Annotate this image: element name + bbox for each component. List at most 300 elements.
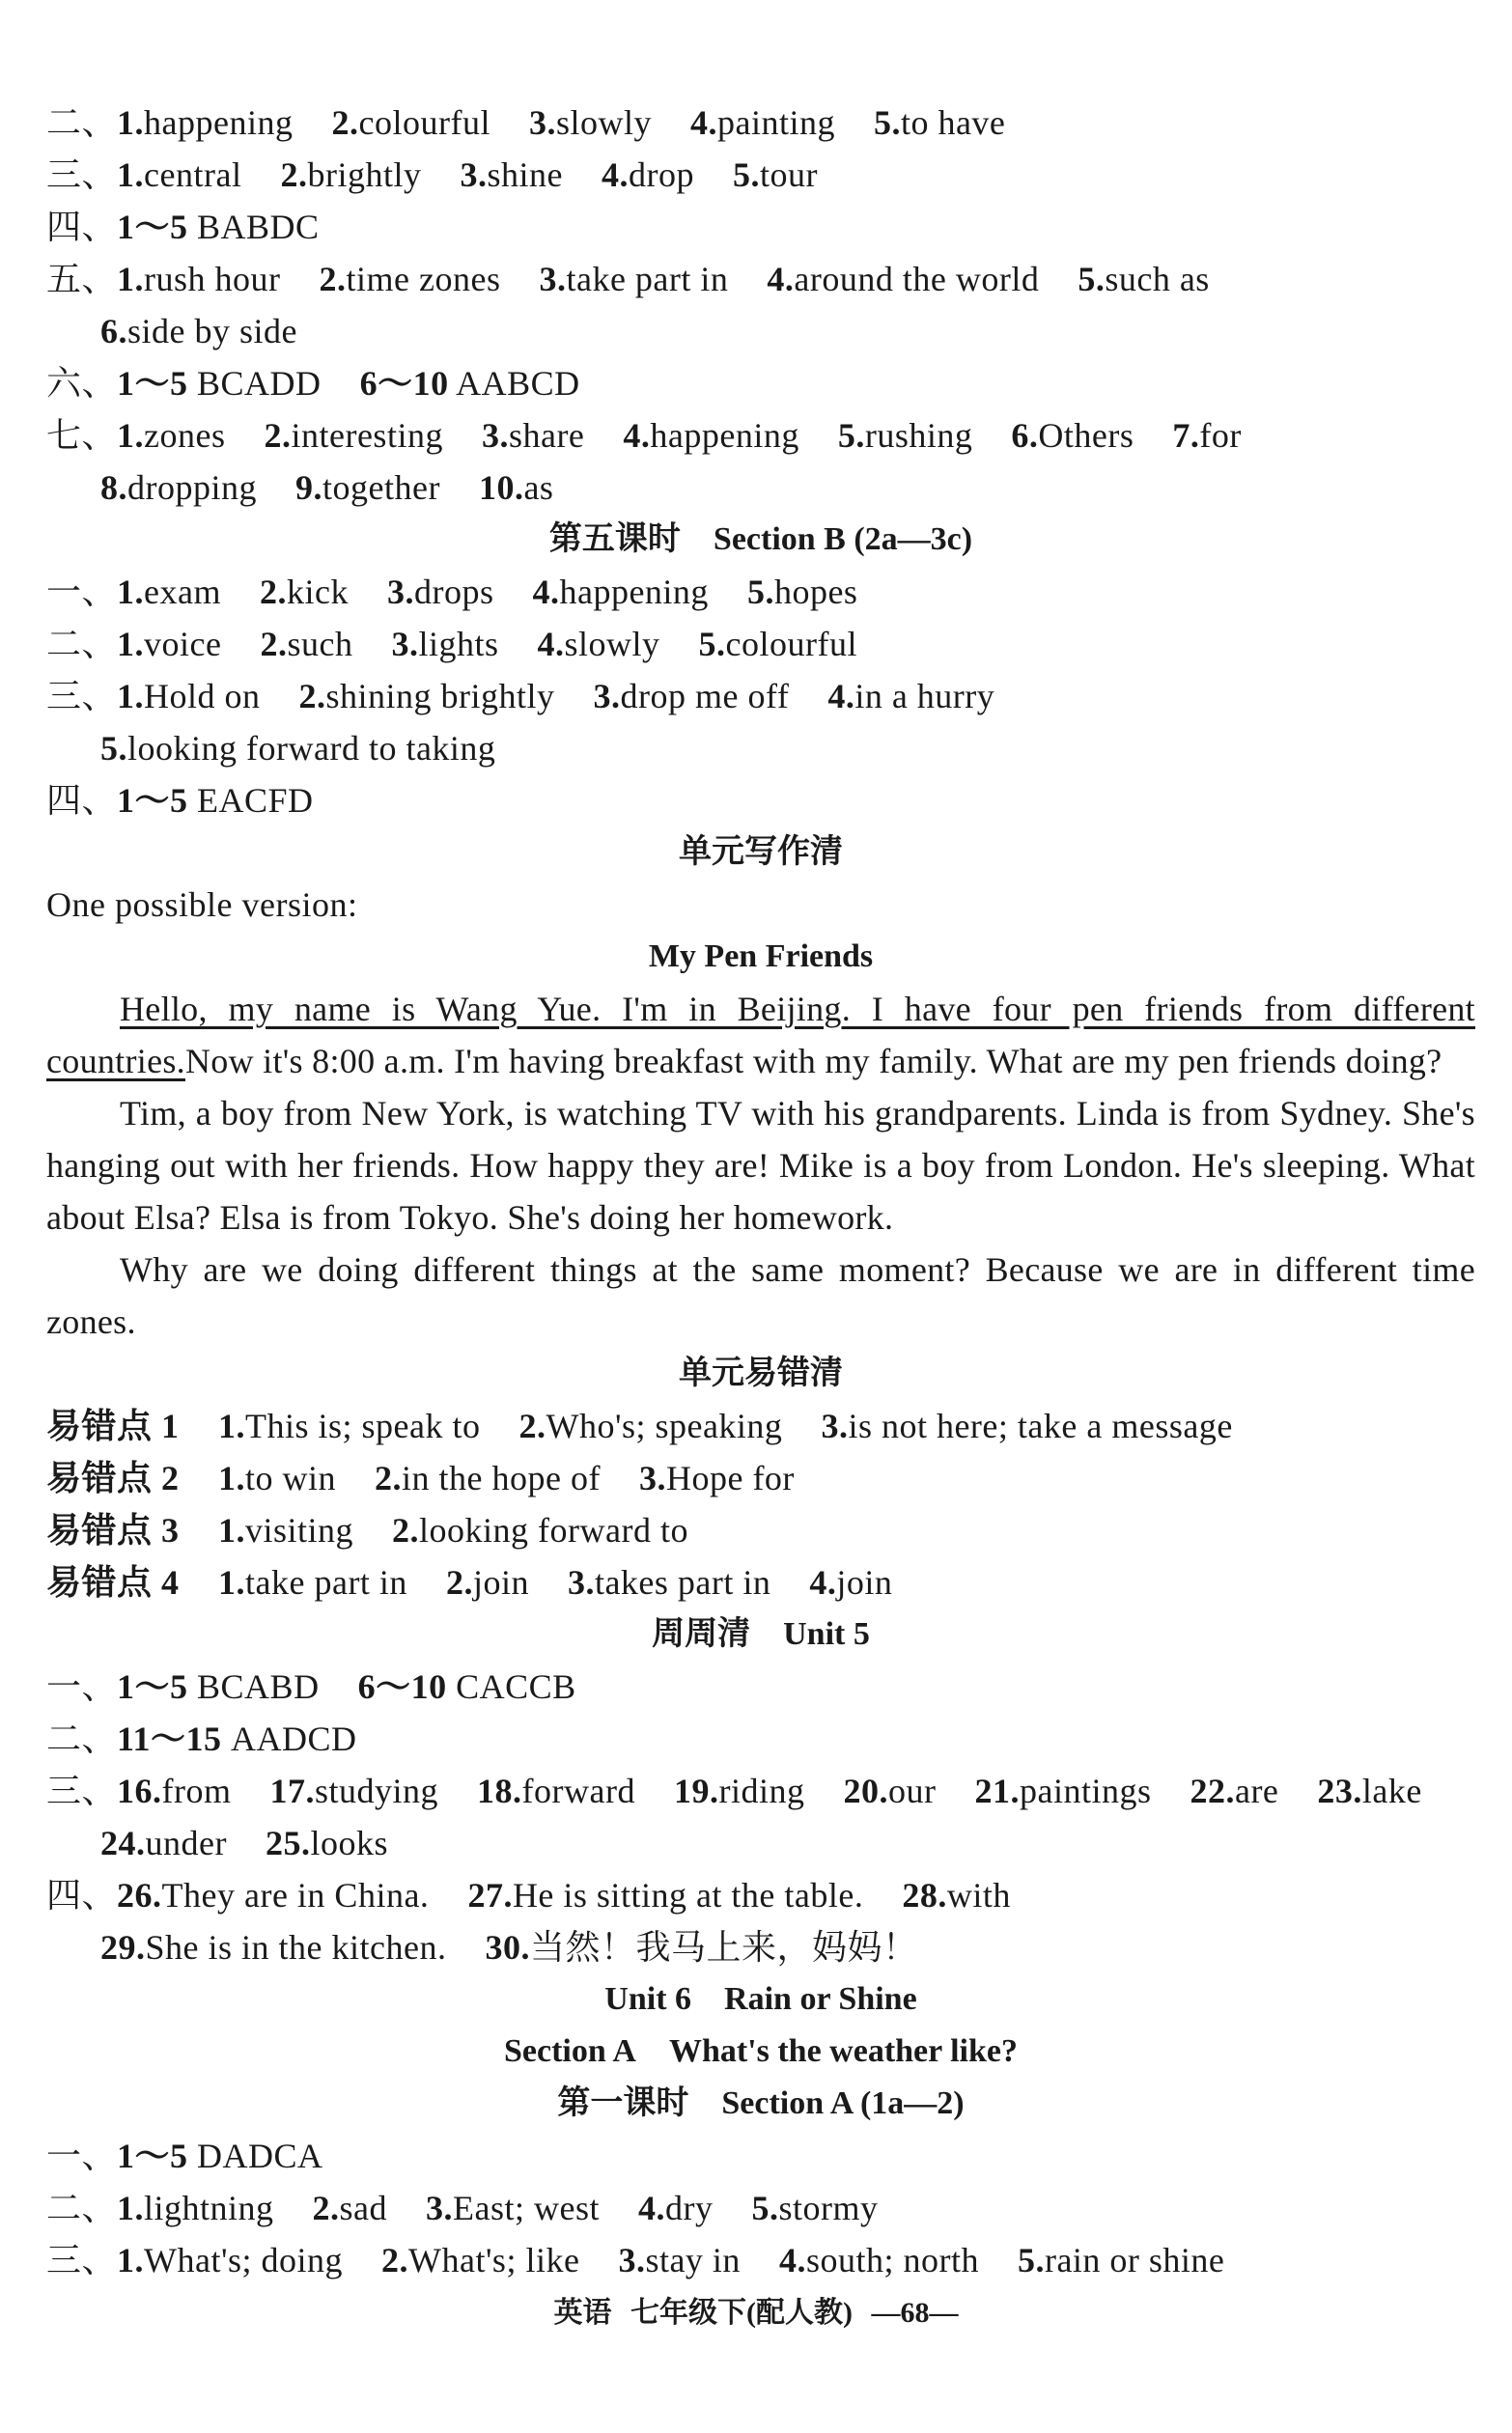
- item-answer: They are in China.: [161, 1876, 430, 1915]
- item-answer: colourful: [358, 103, 490, 142]
- item-answer: to have: [900, 103, 1006, 142]
- answer-row: [46, 1817, 1475, 1869]
- item-number: 23.: [1317, 1772, 1362, 1810]
- item-answer: painting: [716, 103, 835, 142]
- answer-item: [733, 155, 818, 194]
- essay-paragraph-3: [46, 1244, 1475, 1348]
- item-answer: CACCB: [446, 1667, 576, 1706]
- answer-item: [266, 1824, 388, 1862]
- answer-item: [117, 2137, 323, 2175]
- item-number: 3.: [391, 625, 419, 663]
- item-answer: She is in the kitchen.: [145, 1928, 447, 1967]
- section-a-heading: [46, 2026, 1475, 2078]
- item-number: 21.: [974, 1772, 1020, 1810]
- answer-item: [446, 1563, 529, 1602]
- answer-item: [639, 1459, 795, 1497]
- unit-heading: [46, 1973, 1475, 2026]
- item-answer: central: [144, 155, 242, 194]
- essay-paragraph-2: [46, 1087, 1475, 1244]
- answer-row: [46, 618, 1475, 670]
- answer-item: [264, 416, 442, 455]
- answer-item: [375, 1459, 601, 1497]
- answer-item: [320, 260, 501, 298]
- answer-item: [387, 573, 494, 611]
- answer-row: [46, 357, 1475, 409]
- item-number: 4.: [767, 260, 795, 298]
- answer-item: [117, 573, 221, 611]
- item-number: 3.: [821, 1407, 849, 1445]
- item-number: 2.: [331, 103, 359, 142]
- item-answer: He is sitting at the table.: [512, 1876, 864, 1915]
- writing-intro: One possible version:: [46, 885, 358, 924]
- item-number: 3.: [386, 573, 414, 611]
- item-number: 5.: [746, 573, 774, 611]
- item-answer: such as: [1105, 260, 1210, 298]
- answer-item: [477, 1772, 635, 1810]
- section-a-label: Section A: [503, 2033, 636, 2069]
- item-number: 4.: [532, 573, 560, 611]
- item-number: 20.: [843, 1772, 888, 1810]
- answer-item: [827, 677, 994, 715]
- answer-item: [117, 781, 314, 820]
- answer-item: [117, 208, 320, 246]
- item-number: 9.: [295, 468, 322, 507]
- answer-item: [360, 364, 580, 403]
- answer-item: [117, 1772, 231, 1810]
- item-number: 5.: [751, 2189, 779, 2227]
- item-answer: are: [1234, 1772, 1279, 1810]
- item-answer: side by side: [127, 312, 297, 350]
- item-number: 3.: [638, 1459, 666, 1497]
- unit-title: Rain or Shine: [724, 1981, 917, 2017]
- section-heading: [46, 514, 1475, 566]
- item-number: 4.: [827, 677, 855, 715]
- answer-item: [1190, 1772, 1278, 1810]
- answer-item: [838, 416, 973, 455]
- item-answer: visiting: [245, 1511, 354, 1550]
- answer-item: [218, 1459, 336, 1497]
- item-answer: in the hope of: [402, 1459, 601, 1497]
- answer-row: [46, 201, 1475, 253]
- item-number: 1～5: [117, 1667, 188, 1706]
- question-group-label: 二、: [46, 103, 118, 142]
- item-answer: such: [287, 625, 353, 663]
- answer-row: [46, 149, 1475, 201]
- lesson-heading: [46, 2078, 1475, 2130]
- answer-item: [638, 2189, 714, 2227]
- answer-item: [117, 416, 225, 455]
- item-number: 29.: [100, 1928, 146, 1967]
- answer-row: [46, 1713, 1475, 1765]
- item-number: 2.: [518, 1407, 546, 1445]
- item-answer: dropping: [127, 468, 257, 507]
- answer-row: [46, 97, 1475, 149]
- answer-item: [117, 1667, 320, 1706]
- answer-row: [46, 1921, 1475, 1973]
- answer-item: [902, 1876, 1011, 1915]
- answers-weekly: [46, 1661, 1475, 1973]
- item-number: 2.: [319, 260, 347, 298]
- answer-item: [313, 2189, 388, 2227]
- answer-item: [331, 103, 490, 142]
- item-answer: 当然！我马上来，妈妈！: [529, 1928, 918, 1967]
- item-answer: stormy: [778, 2189, 879, 2227]
- item-answer: drop me off: [620, 677, 790, 715]
- answer-item: [539, 260, 728, 298]
- item-answer: looks: [310, 1824, 388, 1862]
- answer-item: [1011, 416, 1134, 455]
- item-answer: for: [1199, 416, 1242, 455]
- answer-item: [602, 155, 694, 194]
- answer-item: [767, 260, 1039, 298]
- item-number: 1～5: [117, 2137, 188, 2175]
- item-number: 8.: [100, 468, 127, 507]
- item-answer: interesting: [291, 416, 443, 455]
- section-a-title: What's the weather like?: [668, 2033, 1019, 2069]
- question-group-label: 五、: [46, 260, 118, 298]
- item-number: 17.: [269, 1772, 315, 1810]
- item-answer: take part in: [245, 1563, 407, 1602]
- errors-heading: 单元易错清: [679, 1356, 843, 1391]
- error-row: [46, 1452, 1475, 1504]
- item-answer: hopes: [773, 573, 858, 611]
- item-answer: exam: [144, 573, 221, 611]
- item-answer: Others: [1038, 416, 1134, 455]
- answer-item: [295, 468, 440, 507]
- item-number: 25.: [265, 1824, 311, 1862]
- answer-row: [46, 566, 1475, 618]
- answer-item: [623, 416, 798, 455]
- answer-item: [117, 364, 322, 403]
- answer-item: [218, 1563, 407, 1602]
- item-number: 18.: [477, 1772, 522, 1810]
- answer-row: [46, 305, 1475, 357]
- answer-row: [46, 1765, 1475, 1817]
- item-answer: in a hurry: [854, 677, 995, 715]
- item-answer: under: [145, 1824, 227, 1862]
- answer-item: [117, 155, 241, 194]
- item-answer: lake: [1361, 1772, 1422, 1810]
- error-row: [46, 1556, 1475, 1608]
- section-label: Section B (2a—3c): [713, 521, 973, 557]
- item-answer: Hold on: [144, 677, 261, 715]
- item-number: 3.: [460, 155, 488, 194]
- error-row: [46, 1504, 1475, 1556]
- item-number: 2.: [312, 2189, 340, 2227]
- item-answer: tour: [759, 155, 818, 194]
- item-answer: lightning: [144, 2189, 274, 2227]
- item-number: 2.: [260, 625, 288, 663]
- answer-item: [821, 1407, 1232, 1445]
- item-answer: drops: [413, 573, 494, 611]
- item-number: 1～5: [117, 781, 188, 820]
- answer-item: [482, 416, 584, 455]
- item-number: 3.: [426, 2189, 454, 2227]
- item-answer: Hope for: [665, 1459, 795, 1497]
- item-answer: colourful: [725, 625, 857, 663]
- item-answer: paintings: [1019, 1772, 1152, 1810]
- item-number: 2.: [380, 2241, 408, 2279]
- item-answer: happening: [144, 103, 294, 142]
- answer-item: [117, 677, 261, 715]
- item-number: 2.: [280, 155, 308, 194]
- item-number: 1.: [117, 625, 145, 663]
- answer-item: [674, 1772, 805, 1810]
- answer-item: [117, 625, 221, 663]
- answer-page: [46, 97, 1475, 2286]
- answer-item: [568, 1563, 770, 1602]
- item-number: 3.: [539, 260, 567, 298]
- essay-paragraph-1-rest: Now it's 8:00 a.m. I'm having breakfast with my family. What are my pen friends doing?: [184, 1042, 1442, 1080]
- item-answer: riding: [718, 1772, 805, 1810]
- item-number: 5.: [100, 729, 127, 768]
- answer-item: [218, 1511, 353, 1550]
- item-number: 1.: [117, 2189, 145, 2227]
- item-answer: EACFD: [187, 781, 314, 820]
- question-group-label: 四、: [46, 1876, 118, 1915]
- answer-row: [46, 409, 1475, 461]
- error-point-label: 易错点 2: [46, 1459, 180, 1497]
- answer-item: [358, 1667, 576, 1706]
- item-answer: dry: [665, 2189, 714, 2227]
- answers-section-b: [46, 566, 1475, 826]
- item-number: 2.: [259, 573, 287, 611]
- answer-item: [594, 677, 790, 715]
- answer-row: [46, 2130, 1475, 2182]
- answer-item: [260, 573, 349, 611]
- essay-paragraph-2-text: Tim, a boy from New York, is watching TV with his grandparents. Linda is from Sydney. She's hanging out with her friends. How happy they are! Mike is a boy from London. He's sleeping. What about Elsa? Elsa is from Tokyo. She's doing her homework.: [46, 1094, 1475, 1237]
- item-number: 4.: [778, 2241, 806, 2279]
- answer-item: [100, 1824, 227, 1862]
- item-answer: What's; doing: [144, 2241, 343, 2279]
- answer-item: [1172, 416, 1241, 455]
- footer-grade: 七年级下(配人教): [630, 2297, 853, 2329]
- item-answer: AADCD: [221, 1720, 357, 1758]
- item-answer: brightly: [307, 155, 422, 194]
- item-answer: voice: [144, 625, 222, 663]
- answer-item: [117, 1720, 357, 1758]
- item-number: 4.: [623, 416, 651, 455]
- item-answer: happening: [559, 573, 709, 611]
- answer-item: [747, 573, 858, 611]
- answer-item: [1317, 1772, 1421, 1810]
- item-number: 2.: [298, 677, 326, 715]
- item-number: 1.: [117, 677, 145, 715]
- answer-row: [46, 2182, 1475, 2234]
- error-point-label: 易错点 4: [46, 1563, 180, 1602]
- item-number: 1.: [117, 2241, 145, 2279]
- item-number: 3.: [528, 103, 556, 142]
- answers-common-errors: [46, 1400, 1475, 1608]
- item-answer: shining brightly: [325, 677, 555, 715]
- item-number: 16.: [117, 1772, 162, 1810]
- answer-row: [46, 1869, 1475, 1921]
- item-number: 6.: [1011, 416, 1039, 455]
- question-group-label: 四、: [46, 208, 118, 246]
- item-answer: studying: [315, 1772, 439, 1810]
- weekly-label: 周周清: [652, 1616, 751, 1652]
- error-point-label: 易错点 3: [46, 1511, 180, 1550]
- item-number: 10.: [478, 468, 524, 507]
- item-answer: slowly: [555, 103, 652, 142]
- answer-row: [46, 670, 1475, 722]
- item-number: 1.: [218, 1511, 245, 1550]
- item-number: 6～10: [359, 364, 449, 403]
- item-number: 5.: [732, 155, 760, 194]
- item-number: 2.: [264, 416, 292, 455]
- item-answer: together: [322, 468, 440, 507]
- item-answer: join: [836, 1563, 893, 1602]
- item-number: 5.: [698, 625, 726, 663]
- answer-item: [299, 677, 555, 715]
- answer-item: [1078, 260, 1209, 298]
- item-answer: south; north: [805, 2241, 979, 2279]
- item-number: 1～5: [117, 364, 188, 403]
- answer-item: [532, 573, 708, 611]
- item-answer: with: [946, 1876, 1011, 1915]
- item-number: 1.: [117, 155, 145, 194]
- unit-number: Unit 6: [604, 1981, 692, 2017]
- item-answer: AABCD: [448, 364, 580, 403]
- answer-item: [280, 155, 421, 194]
- item-number: 4.: [809, 1563, 837, 1602]
- answer-item: [270, 1772, 439, 1810]
- answer-item: [460, 155, 563, 194]
- item-answer: time zones: [346, 260, 501, 298]
- question-group-label: 三、: [46, 2241, 118, 2279]
- item-answer: kick: [286, 573, 349, 611]
- question-group-label: 一、: [46, 573, 118, 611]
- answer-row: [46, 1661, 1475, 1713]
- item-number: 7.: [1172, 416, 1200, 455]
- answers-section-a-continued: [46, 97, 1475, 514]
- lesson-label: 第五课时: [548, 521, 681, 557]
- answer-item: [699, 625, 857, 663]
- item-answer: drop: [628, 155, 694, 194]
- item-answer: rush hour: [144, 260, 281, 298]
- item-answer: join: [472, 1563, 529, 1602]
- answer-item: [218, 1407, 480, 1445]
- answer-item: [117, 2189, 274, 2227]
- answer-item: [117, 260, 281, 298]
- item-number: 30.: [485, 1928, 530, 1967]
- lesson-one-label: 第一课时: [557, 2085, 689, 2121]
- item-number: 22.: [1190, 1772, 1235, 1810]
- item-number: 4.: [601, 155, 629, 194]
- answer-item: [1018, 2241, 1224, 2279]
- item-number: 24.: [100, 1824, 146, 1862]
- answer-item: [426, 2189, 600, 2227]
- item-number: 3.: [481, 416, 509, 455]
- item-number: 5.: [1078, 260, 1106, 298]
- question-group-label: 二、: [46, 2189, 118, 2227]
- essay-title: My Pen Friends: [648, 938, 874, 974]
- writing-heading: 单元写作清: [679, 834, 843, 870]
- item-number: 1.: [218, 1407, 245, 1445]
- answer-item: [392, 1511, 688, 1550]
- answer-item: [479, 468, 554, 507]
- lesson-one-section: Section A (1a—2): [721, 2085, 965, 2121]
- item-answer: to win: [245, 1459, 337, 1497]
- item-number: 1.: [117, 103, 145, 142]
- item-number: 1.: [218, 1459, 245, 1497]
- item-number: 4.: [537, 625, 565, 663]
- item-answer: stay in: [645, 2241, 741, 2279]
- item-answer: shine: [487, 155, 563, 194]
- item-answer: rain or shine: [1044, 2241, 1225, 2279]
- answer-item: [100, 1928, 446, 1967]
- item-answer: as: [523, 468, 554, 507]
- item-number: 5.: [837, 416, 865, 455]
- item-answer: BCADD: [187, 364, 322, 403]
- item-answer: around the world: [794, 260, 1040, 298]
- item-number: 2.: [375, 1459, 403, 1497]
- question-group-label: 一、: [46, 1667, 118, 1706]
- question-group-label: 四、: [46, 781, 118, 820]
- weekly-heading: [46, 1608, 1475, 1661]
- answer-item: [117, 1876, 429, 1915]
- answer-item: [100, 468, 257, 507]
- item-answer: happening: [650, 416, 799, 455]
- answer-item: [529, 103, 652, 142]
- item-number: 11～15: [117, 1720, 222, 1758]
- answer-item: [485, 1928, 917, 1967]
- essay-paragraph-3-text: Why are we doing different things at the same moment? Because we are in different time zones.: [46, 1250, 1475, 1341]
- item-answer: This is; speak to: [245, 1407, 481, 1445]
- item-answer: sad: [339, 2189, 388, 2227]
- answer-item: [974, 1772, 1151, 1810]
- answer-item: [100, 729, 495, 768]
- essay-paragraph-1: [46, 983, 1475, 1087]
- question-group-label: 三、: [46, 677, 118, 715]
- question-group-label: 七、: [46, 416, 118, 455]
- item-number: 6.: [100, 312, 127, 350]
- item-number: 19.: [673, 1772, 719, 1810]
- item-number: 28.: [902, 1876, 947, 1915]
- question-group-label: 二、: [46, 1720, 118, 1758]
- answer-item: [117, 2241, 343, 2279]
- item-number: 27.: [467, 1876, 513, 1915]
- item-number: 3.: [593, 677, 621, 715]
- item-number: 6～10: [357, 1667, 447, 1706]
- essay-underlined-sentence: Hello, my name is Wang Yue. I'm in Beijing. I have four pen friends from different countries.: [46, 990, 1475, 1080]
- item-answer: What's; like: [407, 2241, 580, 2279]
- item-number: 5.: [873, 103, 901, 142]
- error-row: [46, 1400, 1475, 1452]
- answer-row: [46, 461, 1475, 514]
- answers-unit6-lesson1: [46, 2130, 1475, 2286]
- answer-item: [260, 625, 352, 663]
- answer-item: [391, 625, 498, 663]
- item-number: 2.: [445, 1563, 473, 1602]
- item-answer: slowly: [564, 625, 660, 663]
- item-number: 1.: [218, 1563, 245, 1602]
- item-answer: looking forward to: [419, 1511, 688, 1550]
- answer-row: [46, 253, 1475, 305]
- answer-item: [843, 1772, 936, 1810]
- item-answer: zones: [144, 416, 226, 455]
- error-point-label: 易错点 1: [46, 1407, 180, 1445]
- question-group-label: 三、: [46, 1772, 118, 1810]
- item-number: 4.: [638, 2189, 666, 2227]
- item-number: 4.: [689, 103, 717, 142]
- answer-item: [100, 312, 297, 350]
- item-answer: looking forward to taking: [127, 729, 496, 768]
- answer-item: [874, 103, 1005, 142]
- item-number: 3.: [618, 2241, 646, 2279]
- item-answer: lights: [418, 625, 499, 663]
- answer-item: [518, 1407, 782, 1445]
